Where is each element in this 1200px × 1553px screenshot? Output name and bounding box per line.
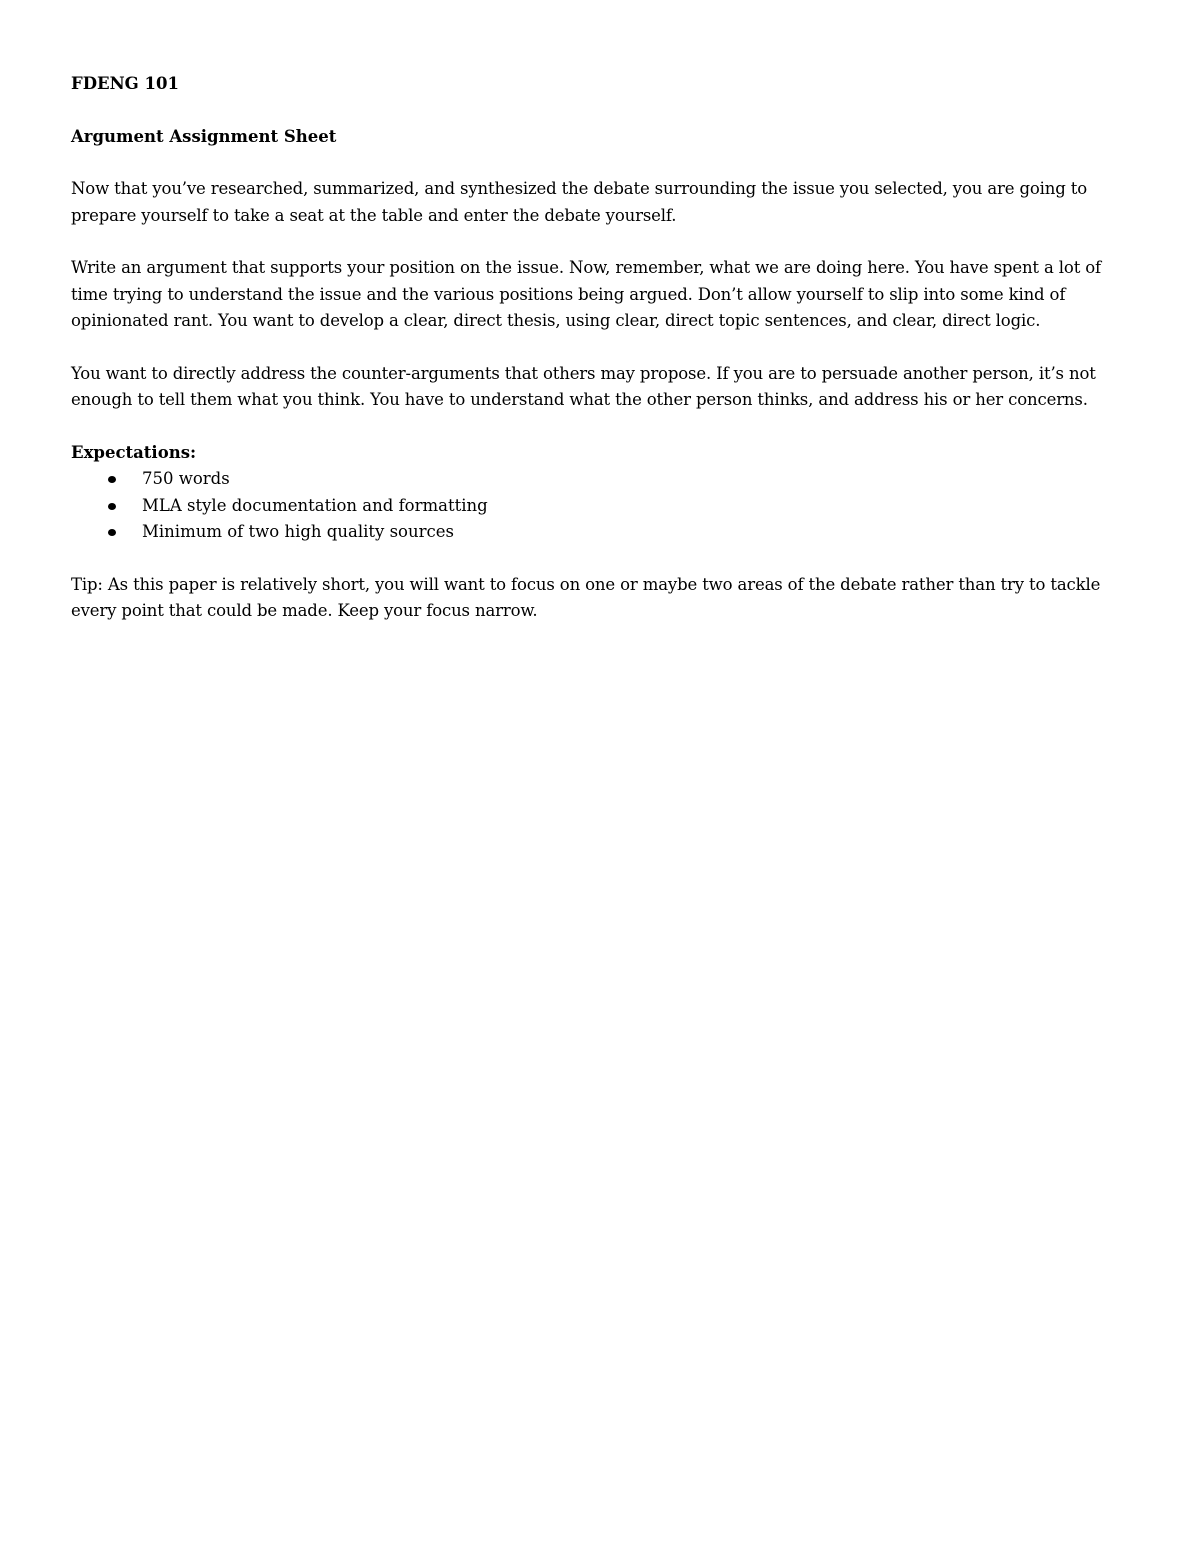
intro-paragraph: Now that you’ve researched, summarized, and synthesized the debate surrounding the issue you selected, you are going to prepare yourself to take a seat at the table and enter the debate yourself. [71, 179, 1088, 225]
counter-arguments-paragraph: You want to directly address the counter-arguments that others may propose. If you are to persuade another person, it’s not enough to tell them what you think. You have to understand what the other person thinks, and address his or her concerns. [71, 363, 1096, 409]
bullet-icon [108, 476, 116, 483]
expectations-list [71, 466, 1131, 546]
list-item-text: Minimum of two high quality sources [142, 522, 454, 541]
expectations-heading: Expectations: [71, 442, 197, 462]
list-item [71, 466, 1131, 493]
document-body [71, 71, 1131, 625]
list-item-text: MLA style documentation and formatting [142, 495, 488, 515]
list-item [71, 519, 1131, 546]
assignment-title: Argument Assignment Sheet [71, 126, 337, 146]
list-item-text: 750 words [142, 469, 230, 488]
bullet-icon [108, 529, 116, 536]
course-code: FDENG 101 [71, 74, 179, 93]
argument-paragraph: Write an argument that supports your position on the issue. Now, remember, what we are doing here. You have spent a lot of time trying to understand the issue and the various positions being argued. Don’t allow yourself to slip into some kind of opinionated rant. You want to develop a clear, direct thesis, using clear, direct topic sentences, and clear, direct logic. [71, 258, 1102, 330]
list-item [71, 493, 1131, 520]
tip-paragraph: Tip: As this paper is relatively short, you will want to focus on one or maybe two areas of the debate rather than try to tackle every point that could be made. Keep your focus narrow. [71, 574, 1101, 620]
bullet-icon [108, 503, 116, 510]
